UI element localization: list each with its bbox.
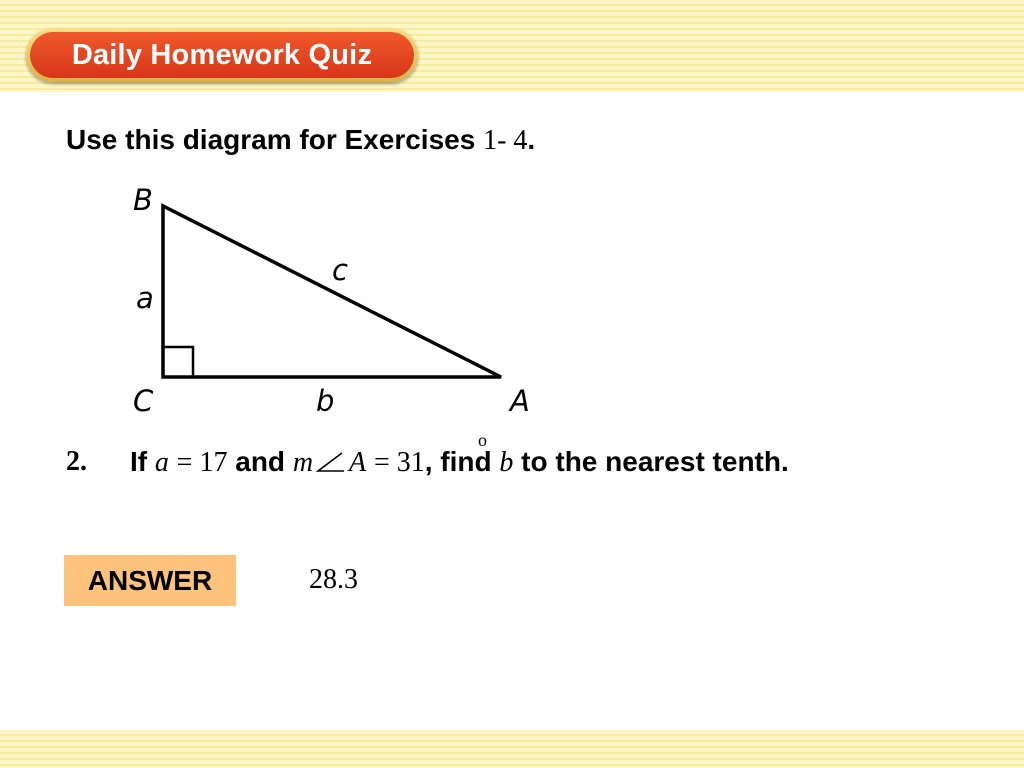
answer-value: 28.3 bbox=[309, 564, 358, 595]
answer-badge bbox=[64, 555, 236, 606]
instruction-period: . bbox=[527, 124, 536, 155]
right-triangle-diagram bbox=[120, 172, 560, 422]
question-and: and bbox=[235, 446, 286, 477]
question-if: If bbox=[130, 446, 148, 477]
right-angle-marker bbox=[163, 347, 193, 377]
quiz-title-banner-inner bbox=[30, 32, 414, 78]
quiz-title: Daily Homework Quiz bbox=[71, 38, 373, 71]
question-eq-angle: = 31 bbox=[373, 447, 425, 478]
instruction-text bbox=[66, 124, 535, 157]
side-label-c: c bbox=[332, 253, 348, 287]
question-angle-vertex: A bbox=[349, 447, 367, 478]
side-label-b: b bbox=[316, 384, 335, 418]
vertex-label-b: B bbox=[133, 183, 153, 217]
angle-icon bbox=[315, 451, 345, 473]
vertex-label-c: C bbox=[133, 384, 154, 418]
question-m: m bbox=[292, 447, 314, 478]
question-number: 2. bbox=[66, 446, 87, 477]
degree-mark: o bbox=[478, 430, 487, 450]
question-eq-a: = 17 bbox=[176, 447, 228, 478]
question-var-b: b bbox=[499, 447, 514, 478]
instruction-label: Use this diagram for Exercises bbox=[66, 124, 476, 155]
footer-band bbox=[0, 730, 1024, 768]
triangle-outline bbox=[163, 206, 501, 377]
quiz-title-banner bbox=[26, 28, 418, 82]
question-tail: to the nearest tenth. bbox=[521, 446, 789, 477]
instruction-range: 1- 4 bbox=[483, 125, 528, 156]
answer-label: ANSWER bbox=[87, 564, 213, 596]
side-label-a: a bbox=[136, 281, 154, 315]
question-body bbox=[130, 446, 789, 479]
vertex-label-a: A bbox=[510, 384, 530, 418]
question-find: , find bbox=[424, 446, 492, 477]
question-var-a: a bbox=[154, 447, 169, 478]
